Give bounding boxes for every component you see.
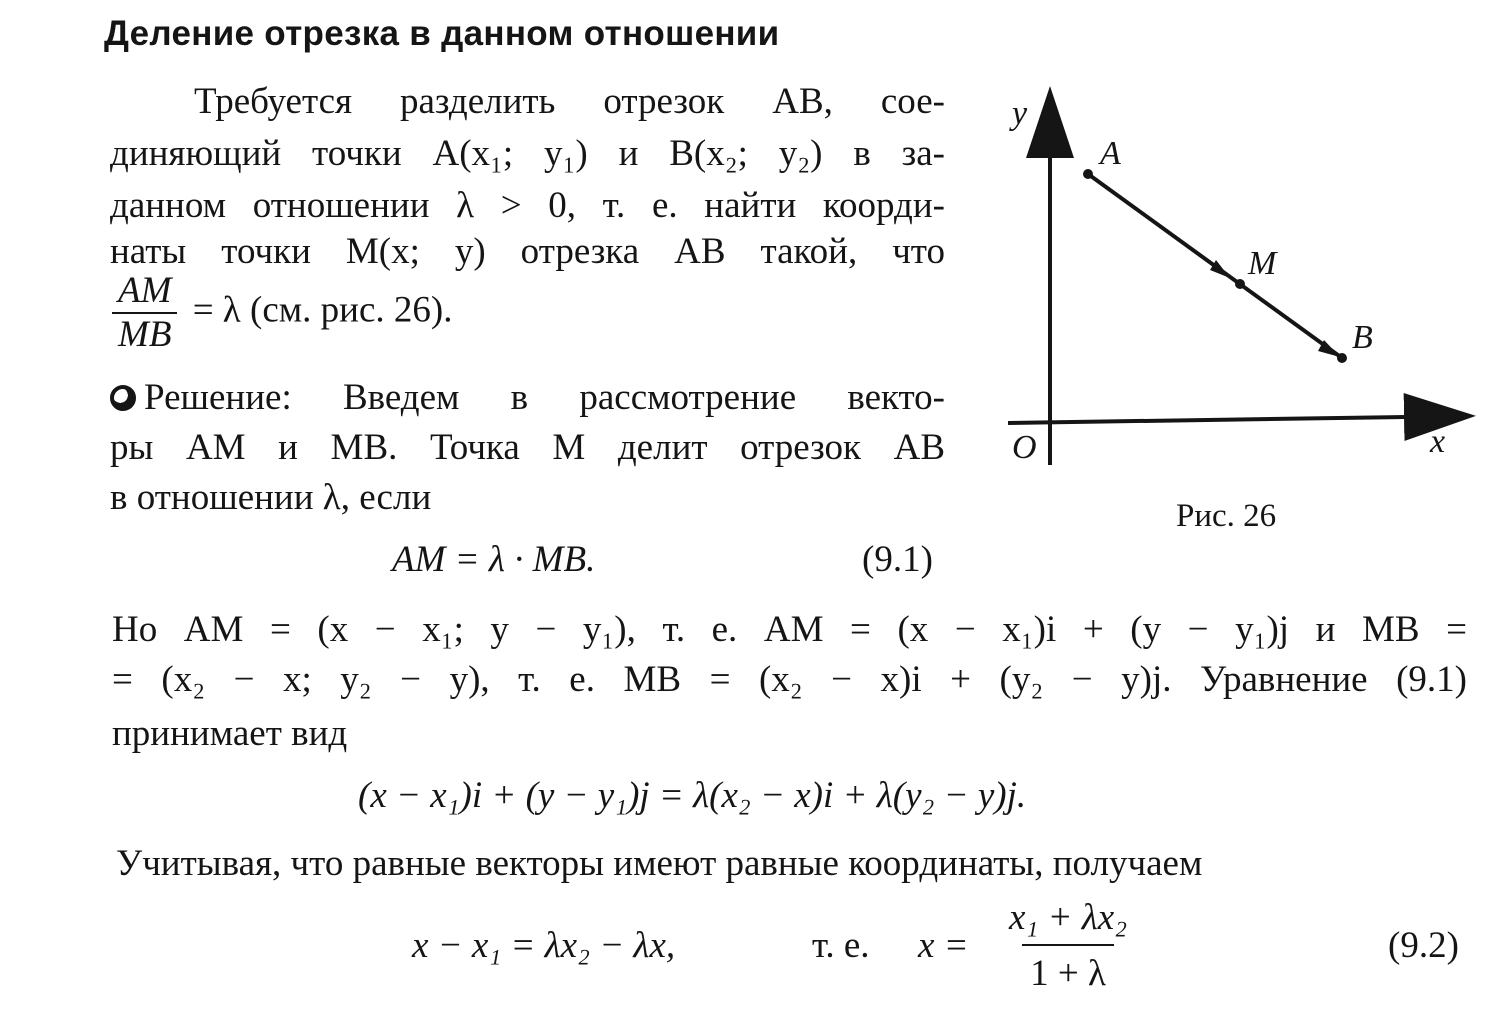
point-m-label: M — [1248, 245, 1277, 282]
point-b-label: B — [1352, 319, 1373, 356]
body-line-1: Но AM = (x − x₁; y − y₁), т. е. AM = (x − x₁)i + (y − y₁)j и MB = — [112, 609, 1467, 650]
section-heading: Деление отрезка в данном отношении — [104, 14, 780, 53]
equation-9-1: AM = λ · MB. — [392, 539, 596, 580]
point-b — [1337, 353, 1347, 363]
ratio-numerator: AM — [118, 270, 172, 311]
point-a-label: A — [1100, 135, 1121, 172]
figure-26 — [990, 80, 1480, 480]
body-line-2: = (x₂ − x; y₂ − y), т. е. MB = (x₂ − x)i + (y₂ − y)j. Уравнение (9.1) — [112, 659, 1467, 700]
origin-label: O — [1012, 429, 1037, 466]
point-m — [1235, 279, 1245, 289]
intro-line-4: наты точки M(x; y) отрезка AB такой, что — [110, 231, 945, 272]
intro-line-2: диняющий точки A(x₁; y₁) и B(x₂; y₂) в за- — [110, 133, 945, 174]
equation-9-2-fraction — [995, 896, 1141, 996]
conclusion-line: Учитывая, что равные векторы имеют равные координаты, получаем — [116, 843, 1203, 884]
solution-line-3: в отношении λ, если — [110, 477, 432, 518]
x-axis — [1008, 416, 1468, 423]
equation-9-2-denominator: 1 + λ — [1022, 944, 1114, 996]
equation-9-2-left: x − x₁ = λx₂ − λx, — [412, 925, 676, 966]
equation-9-2-numerator: x₁ + λx₂ — [1009, 897, 1128, 938]
ratio-rest: = λ (см. рис. 26). — [192, 289, 453, 331]
axis-x-label: x — [1430, 423, 1446, 460]
solution-marker-icon — [110, 385, 136, 411]
body-line-3: принимает вид — [112, 713, 348, 754]
axis-y-label: y — [1012, 95, 1028, 132]
equation-9-1-number: (9.1) — [862, 539, 933, 580]
solution-line-1: Решение: Введем в рассмотрение векто- — [144, 377, 945, 418]
equation-9-2-number: (9.2) — [1388, 925, 1459, 966]
ratio-denominator: MB — [112, 312, 177, 354]
point-a — [1083, 169, 1093, 179]
equation-9-2-middle: т. е. — [812, 925, 870, 966]
solution-line-2: ры AM и MB. Точка M делит отрезок AB — [110, 427, 945, 468]
ratio-expression — [106, 272, 452, 354]
intro-line-3: данном отношении λ > 0, т. е. найти коорди- — [110, 185, 945, 226]
equation-9-2-fraction-inner — [1001, 896, 1135, 996]
solution-line-1-wrap — [110, 372, 945, 424]
figure-caption: Рис. 26 — [1176, 498, 1277, 534]
intro-line-1: Требуется разделить отрезок AB, сое- — [194, 81, 945, 122]
equation-9-2-x: x = — [918, 925, 969, 966]
equation-vector: (x − x₁)i + (y − y₁)j = λ(x₂ − x)i + λ(y₂ − y)j. — [358, 775, 1027, 816]
ratio-fraction — [112, 272, 177, 354]
